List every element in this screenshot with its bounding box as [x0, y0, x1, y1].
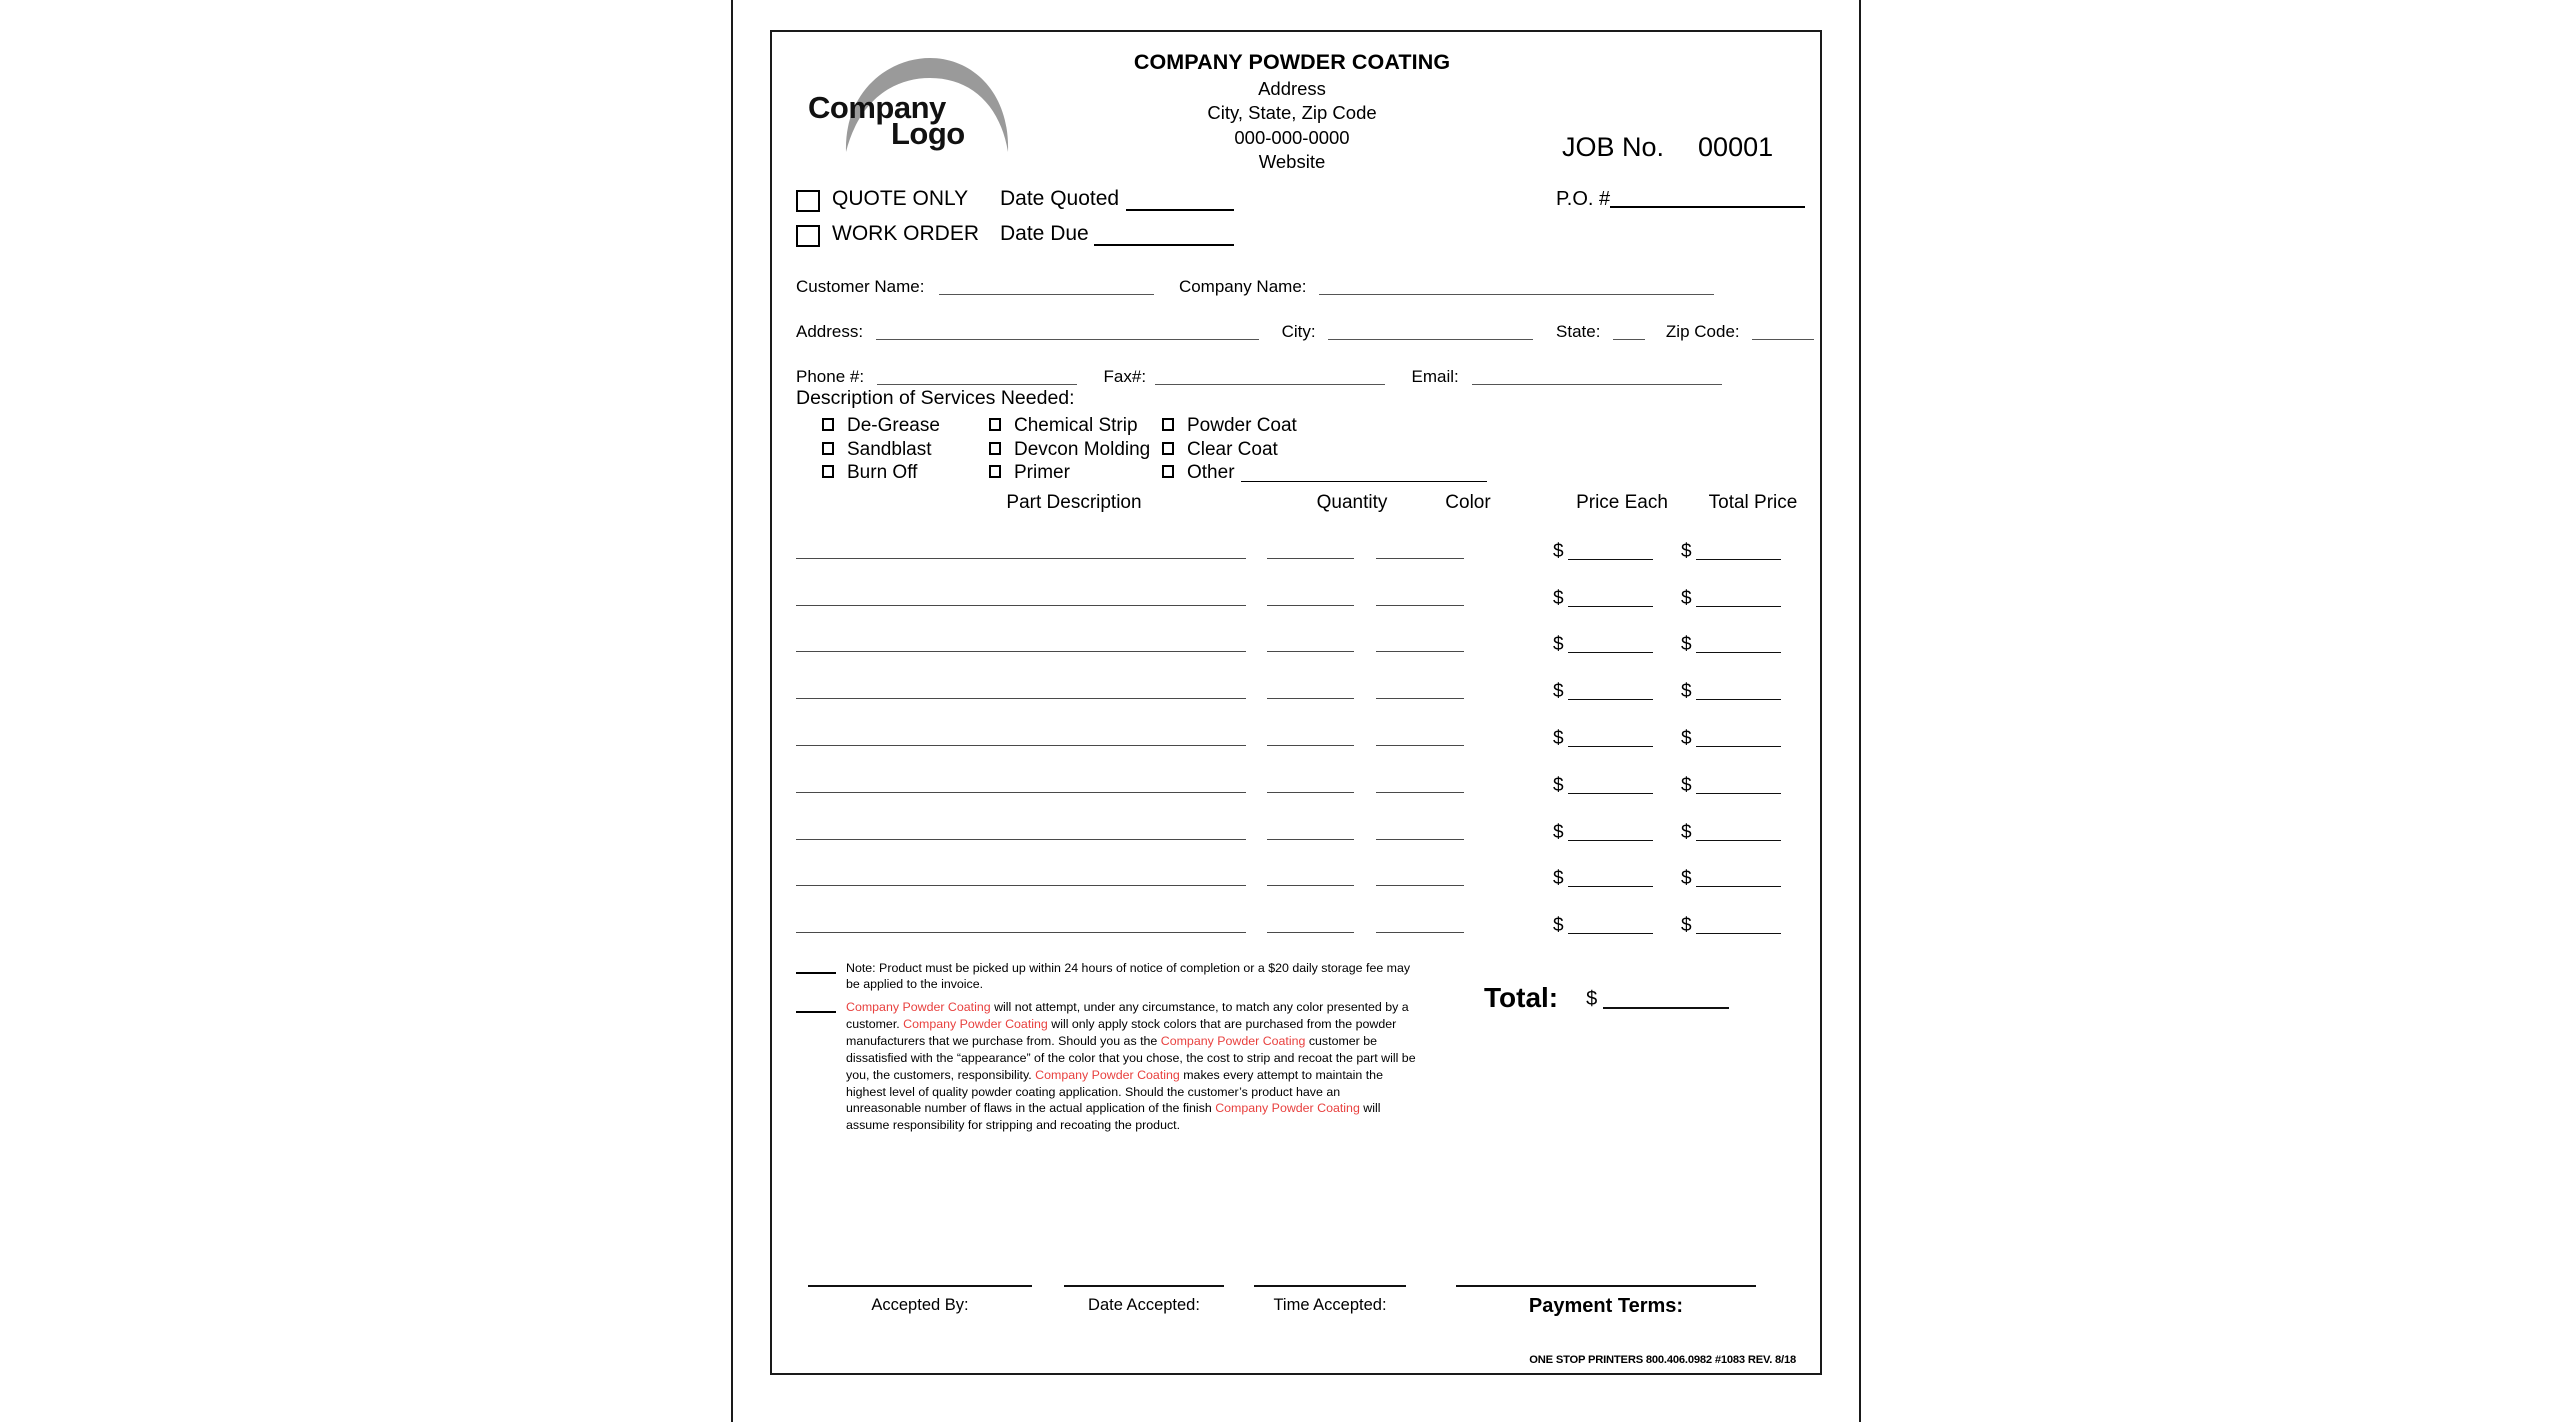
phone-input[interactable] — [877, 368, 1077, 385]
note-color-policy-text — [846, 999, 1416, 1134]
price-each-currency: $ — [1553, 868, 1564, 890]
price-each-input[interactable] — [1568, 730, 1653, 747]
table-row — [796, 707, 1806, 754]
po-number-label: P.O. # — [1556, 188, 1611, 210]
price-each-input[interactable] — [1568, 777, 1653, 794]
service-powder-coat-label: Powder Coat — [1187, 415, 1297, 436]
note-brand-mention: Company Powder Coating — [1215, 1101, 1360, 1116]
time-accepted-input[interactable] — [1254, 1285, 1406, 1287]
color-input[interactable] — [1376, 792, 1464, 793]
price-each-currency: $ — [1553, 821, 1564, 843]
total-price-currency: $ — [1681, 587, 1692, 609]
grand-total-label: Total: — [1484, 982, 1559, 1013]
email-input[interactable] — [1472, 368, 1722, 385]
customer-name-label: Customer Name: — [796, 277, 925, 296]
customer-name-row — [796, 277, 1800, 297]
service-chemical-strip-label: Chemical Strip — [1014, 415, 1138, 436]
color-input[interactable] — [1376, 698, 1464, 699]
note-brand-mention: Company Powder Coating — [903, 1017, 1048, 1032]
service-sandblast-checkbox[interactable] — [822, 442, 834, 455]
column-header-part-description: Part Description — [1006, 492, 1142, 513]
printer-credit: ONE STOP PRINTERS 800.406.0982 #1083 REV. 8/18 — [1529, 1354, 1796, 1366]
address-row — [796, 322, 1800, 342]
services-title: Description of Services Needed: — [796, 387, 1075, 409]
price-each-currency: $ — [1553, 727, 1564, 749]
date-due-input[interactable] — [1094, 244, 1234, 246]
service-devcon-molding-label: Devcon Molding — [1014, 438, 1151, 460]
service-primer-label: Primer — [1014, 462, 1070, 483]
company-logo — [808, 50, 1058, 155]
price-each-cell — [1553, 634, 1653, 656]
city-label: City: — [1281, 322, 1316, 341]
work-order-form-sheet — [770, 30, 1822, 1375]
quantity-input[interactable] — [1267, 558, 1354, 559]
color-input[interactable] — [1376, 651, 1464, 652]
quote-only-row — [796, 187, 1316, 217]
address-input[interactable] — [876, 323, 1259, 340]
quote-only-label: QUOTE ONLY — [832, 187, 969, 210]
date-accepted-field — [1064, 1285, 1224, 1315]
note-body-text: will only apply stock colors that are purchased from the powder manufacturers that we purchase from. Should you as the — [846, 1017, 1397, 1048]
total-price-currency: $ — [1681, 540, 1692, 562]
price-each-input[interactable] — [1568, 683, 1653, 700]
accepted-by-field — [808, 1285, 1032, 1315]
total-price-cell — [1681, 634, 1781, 656]
price-each-input[interactable] — [1568, 543, 1653, 560]
total-price-currency: $ — [1681, 868, 1692, 890]
service-sandblast-label: Sandblast — [847, 438, 932, 460]
grand-total — [1484, 982, 1729, 1014]
service-other-input[interactable] — [1241, 464, 1487, 482]
price-each-currency: $ — [1553, 681, 1564, 703]
price-each-input[interactable] — [1568, 824, 1653, 841]
price-each-input[interactable] — [1568, 870, 1653, 887]
service-burn-off-label: Burn Off — [847, 462, 918, 483]
quantity-input[interactable] — [1267, 698, 1354, 699]
note-initial-line-1[interactable] — [796, 972, 836, 974]
quantity-input[interactable] — [1267, 651, 1354, 652]
table-row — [796, 660, 1806, 707]
price-each-cell — [1553, 588, 1653, 610]
note-pickup-policy — [796, 960, 1416, 992]
total-price-input[interactable] — [1696, 730, 1781, 747]
note-brand-mention: Company Powder Coating — [1035, 1067, 1180, 1082]
price-each-cell — [1553, 728, 1653, 750]
note-brand-mention: Company Powder Coating — [846, 1000, 991, 1015]
service-powder-coat[interactable] — [1162, 415, 1782, 439]
total-price-currency: $ — [1681, 915, 1692, 937]
service-chemical-strip-checkbox[interactable] — [989, 418, 1001, 431]
total-price-input[interactable] — [1696, 590, 1781, 607]
color-input[interactable] — [1376, 605, 1464, 606]
quantity-input[interactable] — [1267, 839, 1354, 840]
column-header-price-each: Price Each — [1576, 492, 1668, 513]
part-description-input[interactable] — [796, 932, 1246, 933]
job-number — [1562, 132, 1773, 163]
total-price-cell — [1681, 681, 1781, 703]
price-each-currency: $ — [1553, 634, 1564, 656]
color-input[interactable] — [1376, 558, 1464, 559]
service-clear-coat[interactable] — [1162, 439, 1782, 463]
payment-terms-field — [1456, 1285, 1756, 1318]
note-initial-line-2[interactable] — [796, 1011, 836, 1013]
total-price-cell — [1681, 822, 1781, 844]
price-each-cell — [1553, 915, 1653, 937]
part-description-input[interactable] — [796, 605, 1246, 606]
grand-total-currency: $ — [1586, 988, 1598, 1010]
quote-only-checkbox[interactable] — [796, 190, 820, 212]
address-label: Address: — [796, 322, 864, 341]
price-each-cell — [1553, 868, 1653, 890]
color-input[interactable] — [1376, 839, 1464, 840]
company-address: Address — [1258, 77, 1326, 99]
color-input[interactable] — [1376, 932, 1464, 933]
time-accepted-field — [1254, 1285, 1406, 1315]
table-row — [796, 754, 1806, 801]
column-header-color: Color — [1445, 492, 1491, 513]
customer-name-input[interactable] — [939, 278, 1154, 295]
service-primer-checkbox[interactable] — [989, 465, 1001, 478]
total-price-currency: $ — [1681, 774, 1692, 796]
total-price-input[interactable] — [1696, 824, 1781, 841]
time-accepted-label: Time Accepted: — [1273, 1296, 1387, 1314]
service-clear-coat-label: Clear Coat — [1187, 438, 1278, 460]
price-each-currency: $ — [1553, 540, 1564, 562]
total-price-input[interactable] — [1696, 636, 1781, 653]
table-row — [796, 801, 1806, 848]
grand-total-input[interactable] — [1603, 987, 1729, 1009]
notes-section — [796, 960, 1416, 1141]
color-input[interactable] — [1376, 885, 1464, 886]
parts-table-header — [796, 492, 1806, 518]
total-price-currency: $ — [1681, 681, 1692, 703]
note-color-policy — [796, 999, 1416, 1134]
city-input[interactable] — [1328, 323, 1533, 340]
date-quoted-label: Date Quoted — [1000, 187, 1120, 210]
note-pickup-policy-text: Note: Product must be picked up within 24 hours of notice of completion or a $20 daily storage fee may be applied to the invoice. — [846, 961, 1411, 992]
price-each-currency: $ — [1553, 774, 1564, 796]
email-label: Email: — [1411, 367, 1459, 386]
work-order-checkbox[interactable] — [796, 225, 820, 247]
total-price-input[interactable] — [1696, 543, 1781, 560]
quantity-input[interactable] — [1267, 745, 1354, 746]
service-burn-off-checkbox[interactable] — [822, 465, 834, 478]
price-each-input[interactable] — [1568, 917, 1653, 934]
company-city-state-zip: City, State, Zip Code — [1207, 102, 1377, 124]
price-each-cell — [1553, 822, 1653, 844]
po-number-field — [1556, 187, 1805, 211]
part-description-input[interactable] — [796, 558, 1246, 559]
signature-section — [796, 1285, 1806, 1355]
job-number-value: 00001 — [1698, 132, 1774, 162]
work-order-label: WORK ORDER — [832, 222, 979, 245]
price-each-cell — [1553, 775, 1653, 797]
note-body-text: customer be dissatisfied with the “appearance” of the color that you chose, the cost to strip and recoat the part will be you, the customers, responsibility. — [846, 1033, 1416, 1082]
state-label: State: — [1556, 322, 1601, 341]
date-due-label: Date Due — [1000, 222, 1089, 245]
quantity-input[interactable] — [1267, 932, 1354, 933]
note-body-text: makes every attempt to maintain the highest level of quality powder coating application. Should the customer’s product have an unreasonable number of flaws in the actual application of the finish — [846, 1067, 1383, 1116]
order-type-section — [796, 187, 1316, 257]
column-header-total-price: Total Price — [1708, 492, 1798, 513]
payment-terms-input[interactable] — [1456, 1285, 1756, 1287]
work-order-row — [796, 222, 1316, 252]
job-number-label: JOB No. — [1562, 132, 1665, 162]
company-name-label: Company Name: — [1178, 277, 1307, 296]
fax-label: Fax#: — [1103, 367, 1147, 386]
date-quoted-input[interactable] — [1126, 209, 1234, 211]
total-price-cell — [1681, 915, 1781, 937]
date-accepted-label: Date Accepted: — [1088, 1296, 1200, 1314]
quantity-input[interactable] — [1267, 792, 1354, 793]
payment-terms-label: Payment Terms: — [1528, 1295, 1684, 1317]
company-name-input[interactable] — [1319, 278, 1714, 295]
table-row — [796, 520, 1806, 567]
po-number-input[interactable] — [1610, 187, 1805, 208]
color-input[interactable] — [1376, 745, 1464, 746]
part-description-input[interactable] — [796, 792, 1246, 793]
service-other-checkbox[interactable] — [1162, 465, 1174, 478]
part-description-input[interactable] — [796, 839, 1246, 840]
price-each-currency: $ — [1553, 915, 1564, 937]
zip-code-input[interactable] — [1752, 323, 1814, 340]
service-degrease-checkbox[interactable] — [822, 418, 834, 431]
total-price-cell — [1681, 588, 1781, 610]
phone-row — [796, 367, 1800, 387]
price-each-currency: $ — [1553, 587, 1564, 609]
table-row — [796, 567, 1806, 614]
company-header — [1042, 48, 1542, 175]
service-devcon-molding-checkbox[interactable] — [989, 442, 1001, 455]
total-price-currency: $ — [1681, 634, 1692, 656]
part-description-input[interactable] — [796, 885, 1246, 886]
price-each-cell — [1553, 681, 1653, 703]
table-row — [796, 894, 1806, 941]
price-each-input[interactable] — [1568, 590, 1653, 607]
date-accepted-input[interactable] — [1064, 1285, 1224, 1287]
service-clear-coat-checkbox[interactable] — [1162, 442, 1174, 455]
column-header-quantity: Quantity — [1316, 492, 1388, 513]
table-row — [796, 848, 1806, 895]
fax-input[interactable] — [1155, 368, 1385, 385]
accepted-by-label: Accepted By: — [871, 1296, 969, 1314]
price-each-cell — [1553, 541, 1653, 563]
total-price-cell — [1681, 541, 1781, 563]
total-price-currency: $ — [1681, 821, 1692, 843]
service-other[interactable] — [1162, 462, 1782, 486]
company-website: Website — [1258, 151, 1326, 173]
quantity-input[interactable] — [1267, 605, 1354, 606]
service-other-label: Other — [1187, 462, 1235, 483]
company-name: COMPANY POWDER COATING — [1133, 50, 1451, 74]
quantity-input[interactable] — [1267, 885, 1354, 886]
parts-table-rows — [796, 520, 1806, 941]
total-price-cell — [1681, 775, 1781, 797]
note-brand-mention: Company Powder Coating — [1160, 1033, 1306, 1048]
price-each-input[interactable] — [1568, 636, 1653, 653]
phone-label: Phone #: — [796, 367, 865, 386]
accepted-by-input[interactable] — [808, 1285, 1032, 1287]
state-input[interactable] — [1613, 323, 1645, 340]
total-price-input[interactable] — [1696, 683, 1781, 700]
part-description-input[interactable] — [796, 698, 1246, 699]
total-price-input[interactable] — [1696, 870, 1781, 887]
zip-code-label: Zip Code: — [1665, 322, 1740, 341]
total-price-currency: $ — [1681, 727, 1692, 749]
service-powder-coat-checkbox[interactable] — [1162, 418, 1174, 431]
service-degrease-label: De-Grease — [847, 415, 940, 436]
total-price-cell — [1681, 728, 1781, 750]
total-price-cell — [1681, 868, 1781, 890]
company-phone: 000-000-0000 — [1234, 126, 1350, 148]
services-column-3 — [1162, 415, 1782, 486]
total-price-input[interactable] — [1696, 917, 1781, 934]
note-body-text: will not attempt, under any circumstance, to match any color presented by a customer. — [846, 1000, 1409, 1032]
part-description-input[interactable] — [796, 651, 1246, 652]
logo-text-logo: Logo — [891, 116, 965, 151]
table-row — [796, 614, 1806, 661]
part-description-input[interactable] — [796, 745, 1246, 746]
note-body-text: will assume responsibility for stripping and recoating the product. — [846, 1101, 1381, 1133]
total-price-input[interactable] — [1696, 777, 1781, 794]
logo-text-company: Company — [808, 90, 946, 125]
